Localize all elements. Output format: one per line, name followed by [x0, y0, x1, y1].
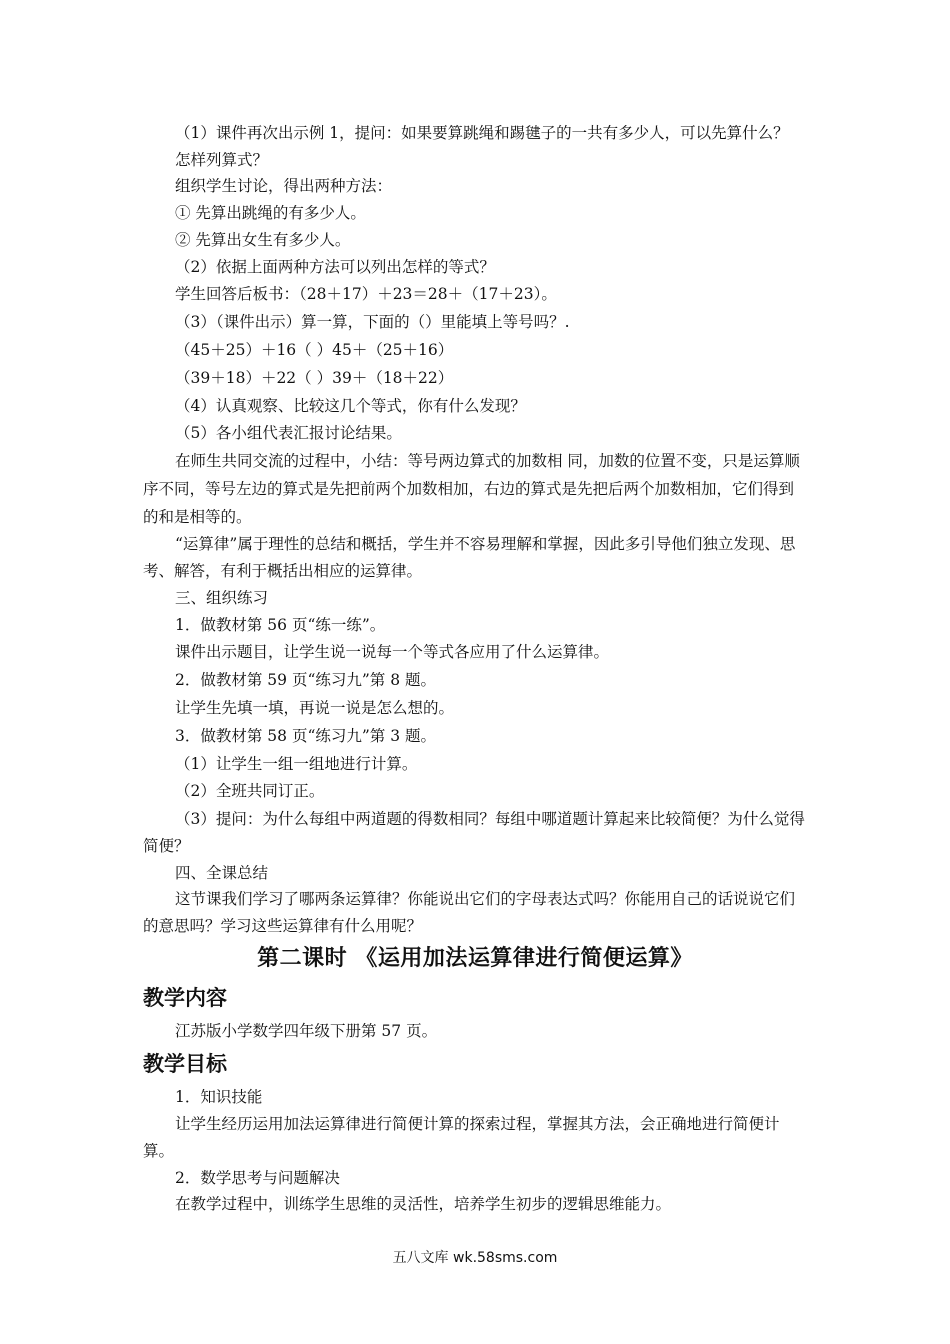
heading-teaching-content: 教学内容: [143, 985, 227, 1010]
paragraph: （3）提问：为什么每组中两道题的得数相同？每组中哪道题计算起来比较简便？为什么觉得简便？: [143, 810, 805, 855]
paragraph: 怎样列算式？: [175, 150, 269, 169]
paragraph: （1）让学生一组一组地进行计算。: [175, 754, 418, 773]
paragraph: （2）全班共同订正。: [175, 782, 325, 801]
heading-teaching-goals: 教学目标: [143, 1052, 227, 1077]
paragraph: （1）课件再次出示例 1，提问：如果要算跳绳和踢毽子的一共有多少人，可以先算什么？: [175, 124, 789, 142]
paragraph: 让学生经历运用加法运算律进行简便计算的探索过程，掌握其方法，会正确地进行简便计算。: [143, 1115, 780, 1160]
paragraph: ① 先算出跳绳的有多少人。: [175, 204, 366, 223]
page-footer: 五八文库 wk.58sms.com: [392, 1250, 558, 1266]
goal-subheading: 2．数学思考与问题解决: [175, 1168, 340, 1187]
paragraph: 组织学生讨论，得出两种方法：: [175, 177, 393, 196]
paragraph: （5）各小组代表汇报讨论结果。: [175, 424, 402, 443]
paragraph: 3．做教材第 58 页“练习九”第 3 题。: [175, 726, 437, 745]
paragraph: 在教学过程中，训练学生思维的灵活性，培养学生初步的逻辑思维能力。: [175, 1195, 672, 1214]
paragraph: ② 先算出女生有多少人。: [175, 230, 351, 249]
equation-line: （45＋25）＋16（ ）45＋（25＋16）: [175, 340, 454, 359]
paragraph: 这节课我们学习了哪两条运算律？你能说出它们的字母表达式吗？你能用自己的话说说它们的意思吗？学习这些运算律有什么用呢？: [143, 890, 796, 935]
paragraph: 2．做教材第 59 页“练习九”第 8 题。: [175, 671, 437, 690]
paragraph: 课件出示题目，让学生说一说每一个等式各应用了什么运算律。: [175, 643, 610, 662]
paragraph: 在师生共同交流的过程中，小结：等号两边算式的加数相 同，加数的位置不变，只是运算顺序不同，等号左边的算式是先把前两个加数相加，右边的算式是先把后两个加数相加，它们得到的和是相等的。: [143, 452, 800, 526]
section-heading-summary: 四、全课总结: [175, 863, 269, 882]
paragraph: 江苏版小学数学四年级下册第 57 页。: [175, 1021, 438, 1040]
equation-line: （39＋18）＋22（ ）39＋（18＋22）: [175, 368, 454, 387]
section-heading-practice: 三、组织练习: [175, 588, 269, 607]
paragraph: 学生回答后板书：（28＋17）＋23＝28＋（17＋23）。: [175, 285, 557, 304]
lesson-title: 第二课时 《运用加法运算律进行简便运算》: [257, 945, 693, 971]
paragraph: （2）依据上面两种方法可以列出怎样的等式？: [175, 257, 495, 276]
paragraph: （4）认真观察、比较这几个等式，你有什么发现？: [175, 396, 526, 415]
goal-subheading: 1．知识技能: [175, 1088, 263, 1107]
paragraph: （3）（课件出示）算一算，下面的（）里能填上等号吗？.: [175, 313, 570, 332]
paragraph: “运算律”属于理性的总结和概括，学生并不容易理解和掌握，因此多引导他们独立发现、思考、解答，有利于概括出相应的运算律。: [143, 535, 796, 581]
paragraph: 1．做教材第 56 页“练一练”。: [175, 615, 386, 634]
document-body: [143, 120, 807, 1218]
paragraph: 让学生先填一填，再说一说是怎么想的。: [175, 698, 455, 717]
